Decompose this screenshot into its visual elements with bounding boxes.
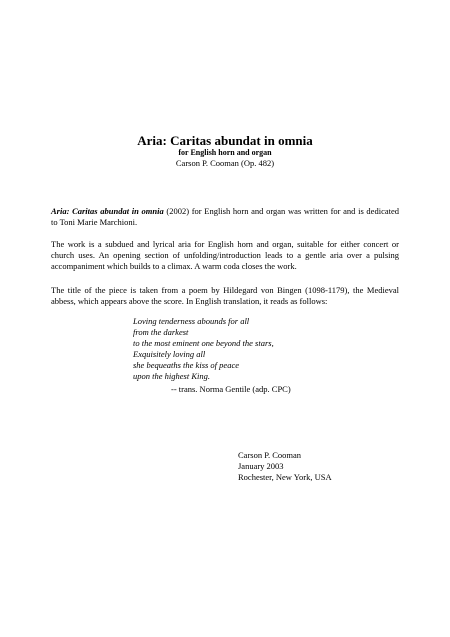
work-title-emphasis: Aria: Caritas abundat in omnia xyxy=(51,206,164,216)
signature-block xyxy=(238,450,332,483)
poem-line: to the most eminent one beyond the stars, xyxy=(133,338,274,348)
signature-date: January 2003 xyxy=(238,461,284,471)
poem-line: from the darkest xyxy=(133,327,189,337)
poem-line: upon the highest King. xyxy=(133,371,210,381)
translation-attribution: -- trans. Norma Gentile (adp. CPC) xyxy=(171,384,291,394)
poem-stanza-1 xyxy=(133,316,274,349)
poem-stanza-2 xyxy=(133,349,239,382)
composer-line: Carson P. Cooman (Op. 482) xyxy=(175,158,275,168)
dedication-paragraph xyxy=(51,206,399,228)
title-source-paragraph: The title of the piece is taken from a poem by Hildegard von Bingen (1098-1179), the Medieval abbess, which appears above the score. In English translation, it reads as follows: xyxy=(51,285,399,306)
poem-line: Exquisitely loving all xyxy=(133,349,206,359)
document-subtitle: for English horn and organ xyxy=(178,148,272,157)
signature-place: Rochester, New York, USA xyxy=(238,472,332,482)
dedication-text: (2002) for English horn and organ was written for and is dedicated to Toni Marie Marchioni. xyxy=(51,206,399,227)
document-title: Aria: Caritas abundat in omnia xyxy=(137,133,313,148)
description-paragraph: The work is a subdued and lyrical aria for English horn and organ, suitable for either concert or church uses. An opening section of unfolding/introduction leads to a gentle aria over a pulsing accompaniment which builds to a climax. A warm coda closes the work. xyxy=(51,239,399,271)
poem-line: Loving tenderness abounds for all xyxy=(133,316,250,326)
poem-line: she bequeaths the kiss of peace xyxy=(133,360,239,370)
signature-name: Carson P. Cooman xyxy=(238,450,302,460)
